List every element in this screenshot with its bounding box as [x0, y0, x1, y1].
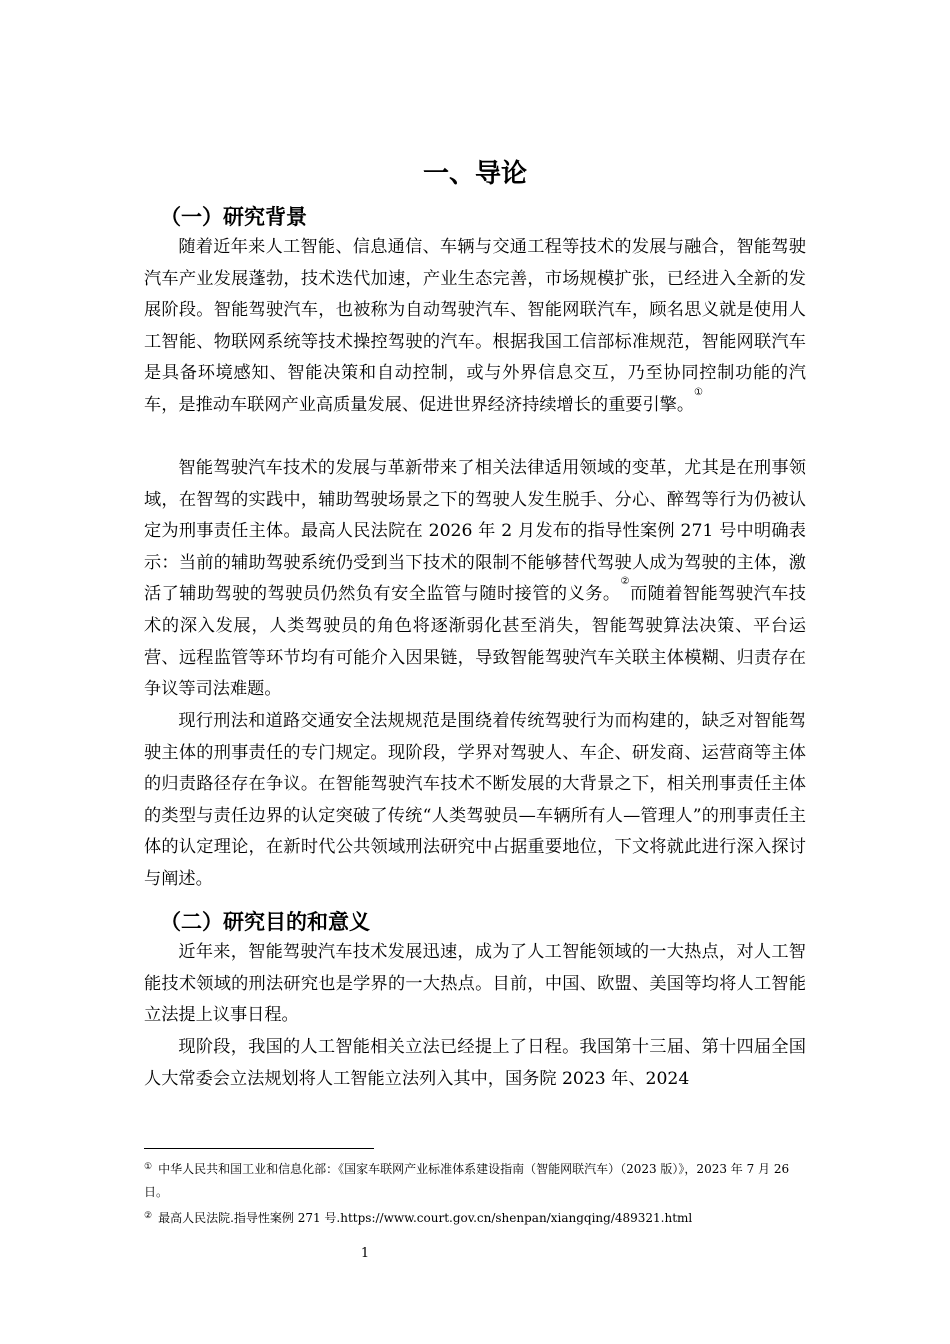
footnote-ref-2[interactable]: ② [620, 576, 630, 588]
footnote-ref-1[interactable]: ① [694, 386, 703, 398]
footnote-mark-1: ① [144, 1162, 153, 1172]
section-heading-purpose: （二）研究目的和意义 [160, 910, 370, 934]
paragraph-background-3: 现行刑法和道路交通安全法规规范是围绕着传统驾驶行为而构建的，缺乏对智能驾驶主体的刑事责任的专门规定。现阶段，学界对驾驶人、车企、研发商、运营商等主体的归责路径存在争议。在智能驾驶汽车技术不断发展的大背景之下，相关刑事责任主体的类型与责任边界的认定突破了传统“人类驾驶员—车辆所有人—管理人”的刑事责任主体的认定理论，在新时代公共领域刑法研究中占据重要地位，下文将就此进行深入探讨与阐述。 [144, 711, 806, 889]
section-heading-background: （一）研究背景 [160, 205, 307, 229]
paragraph-background-1: 随着近年来人工智能、信息通信、车辆与交通工程等技术的发展与融合，智能驾驶汽车产业发展蓬勃，技术迭代加速，产业生态完善，市场规模扩张，已经进入全新的发展阶段。智能驾驶汽车，也被称为自动驾驶汽车、智能网联汽车，顾名思义就是使用人工智能、物联网系统等技术操控驾驶的汽车。根据我国工信部标准规范，智能网联汽车是具备环境感知、智能决策和自动控制，或与外界信息交互，乃至协同控制功能的汽车，是推动车联网产业高质量发展、促进世界经济持续增长的重要引擎。① [144, 237, 806, 415]
footnote-separator [144, 1148, 374, 1149]
chapter-heading: 一、导论 [422, 159, 527, 189]
footnote-mark-2: ② [144, 1211, 153, 1221]
paragraph-purpose-2: 现阶段，我国的人工智能相关立法已经提上了日程。我国第十三届、第十四届全国人大常委会立法规划将人工智能立法列入其中，国务院 2023 年、2024 [144, 1037, 806, 1089]
footnote-text-1: 中华人民共和国工业和信息化部：《国家车联网产业标准体系建设指南（智能网联汽车）（2023 版）》，2023 年 7 月 26 日。 [144, 1162, 790, 1199]
page-number: 1 [360, 1246, 370, 1261]
footnote-text-2: 最高人民法院.指导性案例 271 号.https://www.court.gov.cn/shenpan/xiangqing/489321.html [158, 1211, 693, 1225]
paragraph-purpose-1: 近年来，智能驾驶汽车技术发展迅速，成为了人工智能领域的一大热点，对人工智能技术领域的刑法研究也是学界的一大热点。目前，中国、欧盟、美国等均将人工智能立法提上议事日程。 [144, 942, 806, 1026]
footnote-2 [144, 1207, 806, 1230]
footnote-1 [144, 1158, 806, 1204]
paragraph-background-2: 智能驾驶汽车技术的发展与革新带来了相关法律适用领域的变革，尤其是在刑事领域，在智驾的实践中，辅助驾驶场景之下的驾驶人发生脱手、分心、醉驾等行为仍被认定为刑事责任主体。最高人民法院在 2026 年 2 月发布的指导性案例 271 号中明确表示：当前的辅助驾驶系统仍受到当下技术的限制不能够替代驾驶人成为驾驶的主体，激活了辅助驾驶的驾驶员仍然负有安全监管与随时接管的义务。②而随着智能驾驶汽车技术的深入发展，人类驾驶员的角色将逐渐弱化甚至消失，智能驾驶算法决策、平台运营、远程监管等环节均有可能介入因果链，导致智能驾驶汽车关联主体模糊、归责存在争议等司法难题。 [144, 458, 806, 700]
